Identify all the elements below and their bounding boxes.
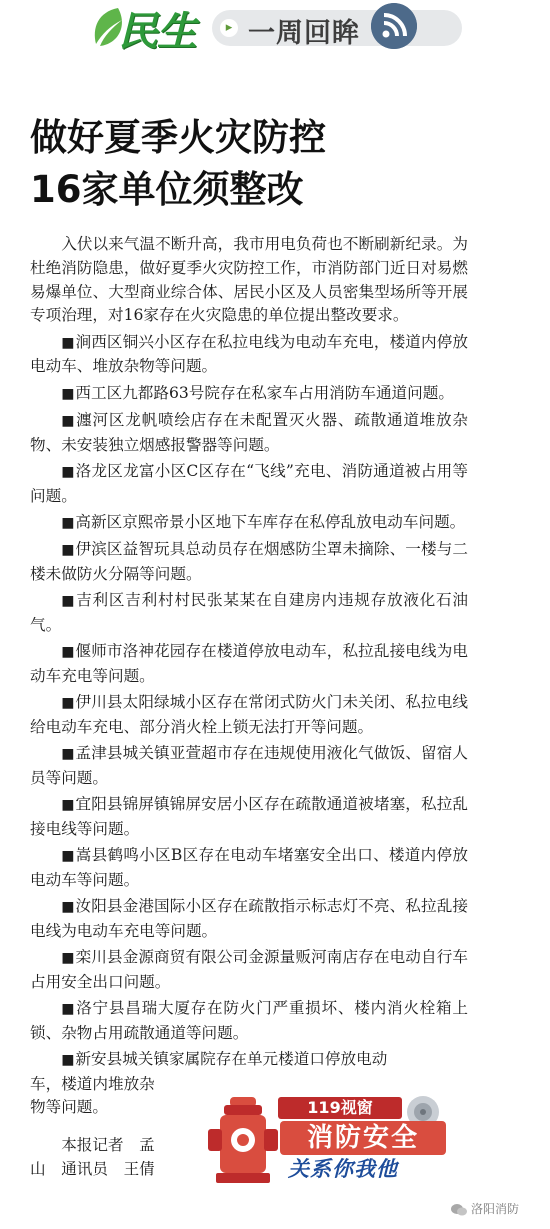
banner-column-title: 一周回眸 (248, 18, 360, 49)
headline (30, 112, 520, 216)
column-banner (88, 0, 418, 56)
rectification-item: ■ 西工区九都路63号院存在私家车占用消防车通道问题。 (30, 382, 468, 407)
rectification-item: ■ 高新区京熙帝景小区地下车库存在私停乱放电动车问题。 (30, 511, 468, 536)
banner-brand: 民生 (118, 9, 196, 55)
rss-icon (371, 3, 417, 49)
headline-line-1: 做好夏季火灾防控 (30, 116, 326, 159)
rectification-item: ■ 宜阳县锦屏镇锦屏安居小区存在疏散通道被堵塞，私拉乱接电线等问题。 (30, 793, 468, 842)
rectification-item: ■ 孟津县城关镇亚萱超市存在违规使用液化气做饭、留宿人员等问题。 (30, 742, 468, 791)
rectification-item: ■ 瀍河区龙帆喷绘店存在未配置灭火器、疏散通道堆放杂物、未安装独立烟感报警器等问题。 (30, 409, 468, 458)
fire-hydrant-icon (206, 1093, 280, 1185)
wechat-icon (450, 1203, 468, 1217)
account-watermark (450, 1198, 519, 1220)
window-119-badge: 119视窗 (278, 1097, 402, 1119)
rectification-item-last: ■ 新安县城关镇家属院存在单元楼道口停放电动 (30, 1048, 468, 1073)
rectification-item: ■ 吉利区吉利村村民张某某在自建房内违规存放液化石油气。 (30, 589, 468, 638)
rectification-item-last-cont (30, 1073, 170, 1121)
headline-line-2: 16家单位须整改 (30, 168, 304, 211)
byline-line-2: 山 通讯员 王倩 (30, 1160, 155, 1178)
rectification-item: ■ 伊滨区益智玩具总动员存在烟感防尘罩未摘除、一楼与二楼未做防火分隔等问题。 (30, 538, 468, 587)
rectification-item: ■ 栾川县金源商贸有限公司金源量贩河南店存在电动自行车占用安全出口问题。 (30, 946, 468, 995)
last-item-line-3: 物等问题。 (30, 1098, 108, 1117)
intro-paragraph: 入伏以来气温不断升高，我市用电负荷也不断刷新纪录。为杜绝消防隐患，做好夏季火灾防控工作，市消防部门近日对易燃易爆单位、大型商业综合体、居民小区及人员密集型场所等开展专项治理，对16家存在火灾隐患的单位提出整改要求。 (30, 235, 468, 325)
byline-line-1: 本报记者 孟 (61, 1136, 155, 1154)
rectification-item: ■ 伊川县太阳绿城小区存在常闭式防火门未关闭、私拉电线给电动车充电、部分消火栓上锁无法打开等问题。 (30, 691, 468, 740)
article-body (30, 233, 468, 1120)
fire-safety-logo (206, 1093, 466, 1185)
last-item-line-2: 车，楼道内堆放杂 (30, 1074, 155, 1093)
rectification-item: ■ 偃师市洛神花园存在楼道停放电动车，私拉乱接电线为电动车充电等问题。 (30, 640, 468, 689)
rectification-item: ■ 洛龙区龙富小区C区存在“飞线”充电、消防通道被占用等问题。 (30, 460, 468, 509)
rectification-item: ■ 洛宁县昌瑞大厦存在防火门严重损坏、楼内消火栓箱上锁、杂物占用疏散通道等问题。 (30, 997, 468, 1046)
rectification-item: ■ 汝阳县金港国际小区存在疏散指示标志灯不亮、私拉乱接电线为电动车充电等问题。 (30, 895, 468, 944)
rectification-item: ■ 涧西区铜兴小区存在私拉电线为电动车充电，楼道内停放电动车、堆放杂物等问题。 (30, 331, 468, 380)
byline (30, 1133, 190, 1181)
rectification-item: ■ 嵩县鹤鸣小区B区存在电动车堵塞安全出口、楼道内停放电动车等问题。 (30, 844, 468, 893)
arrow-icon: ▸ (220, 19, 238, 37)
fire-safety-slogan: 消防安全 (280, 1121, 446, 1155)
fire-safety-subslogan: 关系你我他 (288, 1157, 398, 1181)
watermark-text: 洛阳消防 (471, 1202, 520, 1216)
